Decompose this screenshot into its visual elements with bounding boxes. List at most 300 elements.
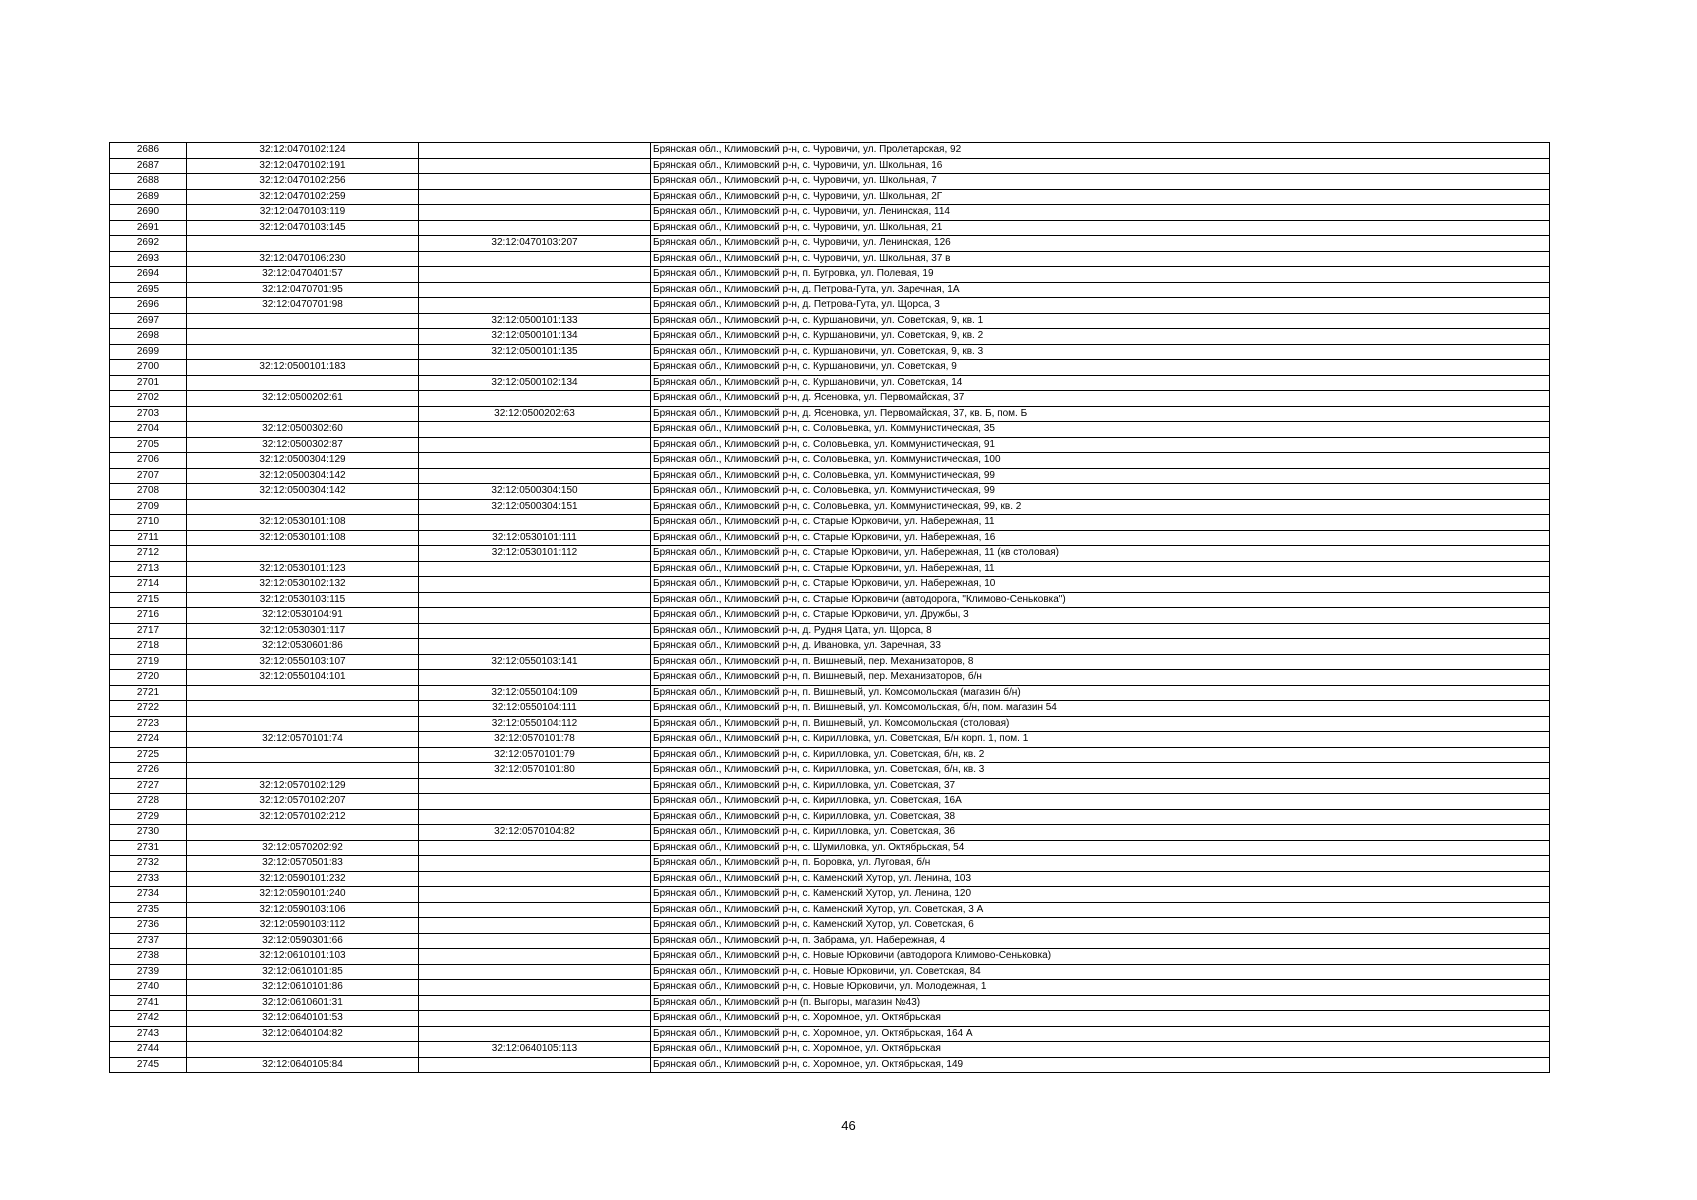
secondary-cadastral-cell (419, 220, 651, 236)
table-row (110, 825, 1550, 841)
secondary-cadastral-cell (419, 623, 651, 639)
address-cell: Брянская обл., Климовский р-н, с. Старые Юрковичи, ул. Набережная, 11 (651, 561, 1550, 577)
row-number-cell: 2732 (110, 856, 187, 872)
table-row (110, 856, 1550, 872)
row-number-cell: 2744 (110, 1042, 187, 1058)
row-number-cell: 2686 (110, 143, 187, 159)
table-row (110, 654, 1550, 670)
cadastral-number-cell: 32:12:0530601:86 (187, 639, 419, 655)
table-row (110, 1011, 1550, 1027)
row-number-cell: 2717 (110, 623, 187, 639)
address-cell: Брянская обл., Климовский р-н, с. Кирилловка, ул. Советская, б/н, кв. 2 (651, 747, 1550, 763)
table-row (110, 577, 1550, 593)
cadastral-number-cell (187, 747, 419, 763)
secondary-cadastral-cell: 32:12:0500102:134 (419, 375, 651, 391)
row-number-cell: 2740 (110, 980, 187, 996)
secondary-cadastral-cell (419, 670, 651, 686)
row-number-cell: 2692 (110, 236, 187, 252)
table-row (110, 375, 1550, 391)
property-table-body (110, 143, 1550, 1073)
cadastral-number-cell: 32:12:0550104:101 (187, 670, 419, 686)
table-row (110, 220, 1550, 236)
row-number-cell: 2718 (110, 639, 187, 655)
cadastral-number-cell: 32:12:0590103:112 (187, 918, 419, 934)
address-cell: Брянская обл., Климовский р-н, п. Забрама, ул. Набережная, 4 (651, 933, 1550, 949)
table-row (110, 716, 1550, 732)
row-number-cell: 2719 (110, 654, 187, 670)
cadastral-number-cell: 32:12:0470401:57 (187, 267, 419, 283)
cadastral-number-cell: 32:12:0530101:108 (187, 530, 419, 546)
row-number-cell: 2736 (110, 918, 187, 934)
row-number-cell: 2713 (110, 561, 187, 577)
address-cell: Брянская обл., Климовский р-н, с. Хоромное, ул. Октябрьская (651, 1042, 1550, 1058)
row-number-cell: 2703 (110, 406, 187, 422)
secondary-cadastral-cell (419, 840, 651, 856)
row-number-cell: 2724 (110, 732, 187, 748)
secondary-cadastral-cell: 32:12:0640105:113 (419, 1042, 651, 1058)
row-number-cell: 2689 (110, 189, 187, 205)
address-cell: Брянская обл., Климовский р-н, д. Ясеновка, ул. Первомайская, 37 (651, 391, 1550, 407)
address-cell: Брянская обл., Климовский р-н, с. Старые Юрковичи, ул. Набережная, 16 (651, 530, 1550, 546)
secondary-cadastral-cell (419, 437, 651, 453)
address-cell: Брянская обл., Климовский р-н, с. Новые Юрковичи, ул. Советская, 84 (651, 964, 1550, 980)
table-row (110, 1026, 1550, 1042)
row-number-cell: 2729 (110, 809, 187, 825)
secondary-cadastral-cell (419, 282, 651, 298)
table-row (110, 530, 1550, 546)
address-cell: Брянская обл., Климовский р-н, с. Куршановичи, ул. Советская, 9 (651, 360, 1550, 376)
cadastral-number-cell: 32:12:0590103:106 (187, 902, 419, 918)
table-row (110, 623, 1550, 639)
address-cell: Брянская обл., Климовский р-н, п. Бугровка, ул. Полевая, 19 (651, 267, 1550, 283)
address-cell: Брянская обл., Климовский р-н, с. Куршановичи, ул. Советская, 9, кв. 2 (651, 329, 1550, 345)
row-number-cell: 2731 (110, 840, 187, 856)
address-cell: Брянская обл., Климовский р-н, с. Кирилловка, ул. Советская, 16А (651, 794, 1550, 810)
row-number-cell: 2706 (110, 453, 187, 469)
cadastral-number-cell: 32:12:0590301:66 (187, 933, 419, 949)
table-row (110, 778, 1550, 794)
address-cell: Брянская обл., Климовский р-н, с. Соловьевка, ул. Коммунистическая, 100 (651, 453, 1550, 469)
row-number-cell: 2687 (110, 158, 187, 174)
row-number-cell: 2725 (110, 747, 187, 763)
table-row (110, 360, 1550, 376)
row-number-cell: 2691 (110, 220, 187, 236)
address-cell: Брянская обл., Климовский р-н, п. Вишневый, ул. Комсомольская (магазин б/н) (651, 685, 1550, 701)
address-cell: Брянская обл., Климовский р-н, с. Новые Юрковичи (автодорога Климово-Сеньковка) (651, 949, 1550, 965)
row-number-cell: 2699 (110, 344, 187, 360)
row-number-cell: 2690 (110, 205, 187, 221)
row-number-cell: 2697 (110, 313, 187, 329)
cadastral-number-cell (187, 329, 419, 345)
address-cell: Брянская обл., Климовский р-н, с. Соловьевка, ул. Коммунистическая, 35 (651, 422, 1550, 438)
table-row (110, 995, 1550, 1011)
cadastral-number-cell: 32:12:0570102:129 (187, 778, 419, 794)
row-number-cell: 2727 (110, 778, 187, 794)
cadastral-number-cell: 32:12:0470102:124 (187, 143, 419, 159)
cadastral-number-cell: 32:12:0570102:207 (187, 794, 419, 810)
cadastral-number-cell: 32:12:0470102:256 (187, 174, 419, 190)
table-row (110, 561, 1550, 577)
cadastral-number-cell: 32:12:0570202:92 (187, 840, 419, 856)
row-number-cell: 2721 (110, 685, 187, 701)
secondary-cadastral-cell (419, 391, 651, 407)
table-row (110, 282, 1550, 298)
secondary-cadastral-cell (419, 1011, 651, 1027)
table-row (110, 158, 1550, 174)
secondary-cadastral-cell (419, 964, 651, 980)
table-row (110, 468, 1550, 484)
cadastral-number-cell: 32:12:0500101:183 (187, 360, 419, 376)
address-cell: Брянская обл., Климовский р-н, с. Кирилловка, ул. Советская, 38 (651, 809, 1550, 825)
cadastral-number-cell (187, 344, 419, 360)
secondary-cadastral-cell: 32:12:0500101:134 (419, 329, 651, 345)
cadastral-number-cell: 32:12:0610101:86 (187, 980, 419, 996)
table-row (110, 980, 1550, 996)
table-row (110, 329, 1550, 345)
cadastral-number-cell (187, 499, 419, 515)
row-number-cell: 2688 (110, 174, 187, 190)
address-cell: Брянская обл., Климовский р-н, с. Чуровичи, ул. Ленинская, 126 (651, 236, 1550, 252)
row-number-cell: 2723 (110, 716, 187, 732)
address-cell: Брянская обл., Климовский р-н, д. Ясеновка, ул. Первомайская, 37, кв. Б, пом. Б (651, 406, 1550, 422)
cadastral-number-cell: 32:12:0570501:83 (187, 856, 419, 872)
table-row (110, 267, 1550, 283)
row-number-cell: 2712 (110, 546, 187, 562)
secondary-cadastral-cell: 32:12:0550104:112 (419, 716, 651, 732)
cadastral-number-cell: 32:12:0500304:142 (187, 468, 419, 484)
cadastral-number-cell (187, 1042, 419, 1058)
address-cell: Брянская обл., Климовский р-н, с. Кирилловка, ул. Советская, Б/н корп. 1, пом. 1 (651, 732, 1550, 748)
address-cell: Брянская обл., Климовский р-н, с. Соловьевка, ул. Коммунистическая, 99 (651, 484, 1550, 500)
secondary-cadastral-cell (419, 561, 651, 577)
cadastral-number-cell (187, 313, 419, 329)
table-row (110, 639, 1550, 655)
row-number-cell: 2730 (110, 825, 187, 841)
secondary-cadastral-cell (419, 1026, 651, 1042)
secondary-cadastral-cell (419, 515, 651, 531)
row-number-cell: 2693 (110, 251, 187, 267)
table-row (110, 453, 1550, 469)
cadastral-number-cell: 32:12:0500304:142 (187, 484, 419, 500)
address-cell: Брянская обл., Климовский р-н, д. Петрова-Гута, ул. Щорса, 3 (651, 298, 1550, 314)
row-number-cell: 2720 (110, 670, 187, 686)
row-number-cell: 2735 (110, 902, 187, 918)
cadastral-number-cell: 32:12:0590101:240 (187, 887, 419, 903)
row-number-cell: 2726 (110, 763, 187, 779)
table-row (110, 887, 1550, 903)
secondary-cadastral-cell (419, 592, 651, 608)
row-number-cell: 2742 (110, 1011, 187, 1027)
row-number-cell: 2698 (110, 329, 187, 345)
address-cell: Брянская обл., Климовский р-н, с. Чуровичи, ул. Школьная, 7 (651, 174, 1550, 190)
cadastral-number-cell (187, 236, 419, 252)
row-number-cell: 2694 (110, 267, 187, 283)
table-row (110, 313, 1550, 329)
row-number-cell: 2738 (110, 949, 187, 965)
row-number-cell: 2696 (110, 298, 187, 314)
address-cell: Брянская обл., Климовский р-н, с. Соловьевка, ул. Коммунистическая, 99, кв. 2 (651, 499, 1550, 515)
address-cell: Брянская обл., Климовский р-н, с. Старые Юрковичи, ул. Набережная, 10 (651, 577, 1550, 593)
secondary-cadastral-cell (419, 453, 651, 469)
cadastral-number-cell: 32:12:0500202:61 (187, 391, 419, 407)
row-number-cell: 2711 (110, 530, 187, 546)
row-number-cell: 2728 (110, 794, 187, 810)
address-cell: Брянская обл., Климовский р-н, д. Ивановка, ул. Заречная, 33 (651, 639, 1550, 655)
secondary-cadastral-cell (419, 577, 651, 593)
row-number-cell: 2702 (110, 391, 187, 407)
address-cell: Брянская обл., Климовский р-н, с. Кирилловка, ул. Советская, 36 (651, 825, 1550, 841)
secondary-cadastral-cell (419, 778, 651, 794)
cadastral-number-cell: 32:12:0530102:132 (187, 577, 419, 593)
address-cell: Брянская обл., Климовский р-н, с. Чуровичи, ул. Пролетарская, 92 (651, 143, 1550, 159)
row-number-cell: 2714 (110, 577, 187, 593)
table-row (110, 406, 1550, 422)
address-cell: Брянская обл., Климовский р-н, с. Куршановичи, ул. Советская, 9, кв. 1 (651, 313, 1550, 329)
address-cell: Брянская обл., Климовский р-н, п. Боровка, ул. Луговая, б/н (651, 856, 1550, 872)
address-cell: Брянская обл., Климовский р-н, с. Чуровичи, ул. Ленинская, 114 (651, 205, 1550, 221)
secondary-cadastral-cell: 32:12:0570104:82 (419, 825, 651, 841)
address-cell: Брянская обл., Климовский р-н, с. Новые Юрковичи, ул. Молодежная, 1 (651, 980, 1550, 996)
table-row (110, 840, 1550, 856)
secondary-cadastral-cell (419, 933, 651, 949)
secondary-cadastral-cell: 32:12:0500304:151 (419, 499, 651, 515)
table-row (110, 298, 1550, 314)
table-row (110, 794, 1550, 810)
secondary-cadastral-cell: 32:12:0530101:111 (419, 530, 651, 546)
cadastral-number-cell: 32:12:0550103:107 (187, 654, 419, 670)
table-row (110, 763, 1550, 779)
cadastral-number-cell (187, 406, 419, 422)
cadastral-number-cell: 32:12:0640105:84 (187, 1057, 419, 1073)
cadastral-number-cell: 32:12:0470701:98 (187, 298, 419, 314)
row-number-cell: 2705 (110, 437, 187, 453)
cadastral-number-cell: 32:12:0500302:87 (187, 437, 419, 453)
address-cell: Брянская обл., Климовский р-н, с. Хоромное, ул. Октябрьская (651, 1011, 1550, 1027)
address-cell: Брянская обл., Климовский р-н, п. Вишневый, пер. Механизаторов, б/н (651, 670, 1550, 686)
address-cell: Брянская обл., Климовский р-н, д. Петрова-Гута, ул. Заречная, 1А (651, 282, 1550, 298)
address-cell: Брянская обл., Климовский р-н, с. Хоромное, ул. Октябрьская, 164 А (651, 1026, 1550, 1042)
row-number-cell: 2733 (110, 871, 187, 887)
cadastral-number-cell: 32:12:0640104:82 (187, 1026, 419, 1042)
cadastral-number-cell (187, 546, 419, 562)
row-number-cell: 2708 (110, 484, 187, 500)
cadastral-number-cell: 32:12:0500302:60 (187, 422, 419, 438)
secondary-cadastral-cell: 32:12:0550104:111 (419, 701, 651, 717)
table-row (110, 143, 1550, 159)
secondary-cadastral-cell (419, 794, 651, 810)
cadastral-number-cell: 32:12:0530101:123 (187, 561, 419, 577)
cadastral-number-cell: 32:12:0570101:74 (187, 732, 419, 748)
cadastral-number-cell (187, 763, 419, 779)
cadastral-number-cell: 32:12:0530101:108 (187, 515, 419, 531)
row-number-cell: 2715 (110, 592, 187, 608)
address-cell: Брянская обл., Климовский р-н, с. Чуровичи, ул. Школьная, 37 в (651, 251, 1550, 267)
address-cell: Брянская обл., Климовский р-н, п. Вишневый, пер. Механизаторов, 8 (651, 654, 1550, 670)
secondary-cadastral-cell (419, 267, 651, 283)
row-number-cell: 2707 (110, 468, 187, 484)
secondary-cadastral-cell: 32:12:0570101:80 (419, 763, 651, 779)
address-cell: Брянская обл., Климовский р-н, с. Старые Юрковичи (автодорога, "Климово-Сеньковка") (651, 592, 1550, 608)
address-cell: Брянская обл., Климовский р-н, с. Старые Юрковичи, ул. Набережная, 11 (кв столовая) (651, 546, 1550, 562)
secondary-cadastral-cell (419, 422, 651, 438)
secondary-cadastral-cell: 32:12:0500101:133 (419, 313, 651, 329)
secondary-cadastral-cell: 32:12:0500202:63 (419, 406, 651, 422)
row-number-cell: 2745 (110, 1057, 187, 1073)
row-number-cell: 2704 (110, 422, 187, 438)
cadastral-number-cell: 32:12:0470102:259 (187, 189, 419, 205)
table-row (110, 499, 1550, 515)
cadastral-number-cell: 32:12:0470106:230 (187, 251, 419, 267)
cadastral-number-cell: 32:12:0530104:91 (187, 608, 419, 624)
address-cell: Брянская обл., Климовский р-н, с. Куршановичи, ул. Советская, 14 (651, 375, 1550, 391)
cadastral-number-cell (187, 701, 419, 717)
address-cell: Брянская обл., Климовский р-н, п. Вишневый, ул. Комсомольская, б/н, пом. магазин 54 (651, 701, 1550, 717)
address-cell: Брянская обл., Климовский р-н, с. Кирилловка, ул. Советская, б/н, кв. 3 (651, 763, 1550, 779)
secondary-cadastral-cell (419, 174, 651, 190)
cadastral-number-cell: 32:12:0610101:103 (187, 949, 419, 965)
secondary-cadastral-cell (419, 205, 651, 221)
cadastral-number-cell: 32:12:0610601:31 (187, 995, 419, 1011)
secondary-cadastral-cell: 32:12:0550103:141 (419, 654, 651, 670)
table-row (110, 949, 1550, 965)
table-row (110, 422, 1550, 438)
table-row (110, 871, 1550, 887)
address-cell: Брянская обл., Климовский р-н, с. Каменский Хутор, ул. Ленина, 120 (651, 887, 1550, 903)
table-row (110, 344, 1550, 360)
table-row (110, 732, 1550, 748)
row-number-cell: 2701 (110, 375, 187, 391)
table-row (110, 964, 1550, 980)
address-cell: Брянская обл., Климовский р-н, п. Вишневый, ул. Комсомольская (столовая) (651, 716, 1550, 732)
table-row (110, 236, 1550, 252)
row-number-cell: 2741 (110, 995, 187, 1011)
address-cell: Брянская обл., Климовский р-н, с. Куршановичи, ул. Советская, 9, кв. 3 (651, 344, 1550, 360)
address-cell: Брянская обл., Климовский р-н, с. Каменский Хутор, ул. Советская, 3 А (651, 902, 1550, 918)
secondary-cadastral-cell (419, 1057, 651, 1073)
cadastral-number-cell: 32:12:0530301:117 (187, 623, 419, 639)
address-cell: Брянская обл., Климовский р-н, с. Соловьевка, ул. Коммунистическая, 91 (651, 437, 1550, 453)
cadastral-number-cell (187, 716, 419, 732)
secondary-cadastral-cell: 32:12:0550104:109 (419, 685, 651, 701)
table-row (110, 484, 1550, 500)
cadastral-number-cell (187, 375, 419, 391)
page-number: 46 (841, 1118, 856, 1133)
address-cell: Брянская обл., Климовский р-н, д. Рудня Цата, ул. Щорса, 8 (651, 623, 1550, 639)
cadastral-number-cell: 32:12:0470103:119 (187, 205, 419, 221)
address-cell: Брянская обл., Климовский р-н, с. Каменский Хутор, ул. Ленина, 103 (651, 871, 1550, 887)
cadastral-number-cell (187, 825, 419, 841)
row-number-cell: 2722 (110, 701, 187, 717)
secondary-cadastral-cell (419, 980, 651, 996)
table-row (110, 902, 1550, 918)
secondary-cadastral-cell: 32:12:0500304:150 (419, 484, 651, 500)
address-cell: Брянская обл., Климовский р-н, с. Чуровичи, ул. Школьная, 21 (651, 220, 1550, 236)
table-row (110, 515, 1550, 531)
table-row (110, 747, 1550, 763)
secondary-cadastral-cell (419, 251, 651, 267)
property-table (109, 142, 1550, 1073)
secondary-cadastral-cell (419, 158, 651, 174)
secondary-cadastral-cell: 32:12:0470103:207 (419, 236, 651, 252)
secondary-cadastral-cell (419, 143, 651, 159)
secondary-cadastral-cell (419, 468, 651, 484)
table-row (110, 437, 1550, 453)
address-cell: Брянская обл., Климовский р-н, с. Кирилловка, ул. Советская, 37 (651, 778, 1550, 794)
table-row (110, 189, 1550, 205)
row-number-cell: 2710 (110, 515, 187, 531)
table-row (110, 205, 1550, 221)
address-cell: Брянская обл., Климовский р-н, с. Каменский Хутор, ул. Советская, 6 (651, 918, 1550, 934)
secondary-cadastral-cell (419, 902, 651, 918)
row-number-cell: 2695 (110, 282, 187, 298)
cadastral-number-cell: 32:12:0610101:85 (187, 964, 419, 980)
secondary-cadastral-cell (419, 298, 651, 314)
address-cell: Брянская обл., Климовский р-н, с. Хоромное, ул. Октябрьская, 149 (651, 1057, 1550, 1073)
row-number-cell: 2739 (110, 964, 187, 980)
secondary-cadastral-cell (419, 918, 651, 934)
cadastral-number-cell: 32:12:0500304:129 (187, 453, 419, 469)
table-row (110, 251, 1550, 267)
row-number-cell: 2700 (110, 360, 187, 376)
secondary-cadastral-cell: 32:12:0530101:112 (419, 546, 651, 562)
table-row (110, 918, 1550, 934)
row-number-cell: 2716 (110, 608, 187, 624)
secondary-cadastral-cell (419, 639, 651, 655)
table-row (110, 933, 1550, 949)
table-row (110, 546, 1550, 562)
secondary-cadastral-cell: 32:12:0500101:135 (419, 344, 651, 360)
address-cell: Брянская обл., Климовский р-н, с. Чуровичи, ул. Школьная, 2Г (651, 189, 1550, 205)
table-row (110, 1057, 1550, 1073)
address-cell: Брянская обл., Климовский р-н, с. Старые Юрковичи, ул. Дружбы, 3 (651, 608, 1550, 624)
table-row (110, 1042, 1550, 1058)
row-number-cell: 2743 (110, 1026, 187, 1042)
secondary-cadastral-cell: 32:12:0570101:79 (419, 747, 651, 763)
table-row (110, 809, 1550, 825)
cadastral-number-cell: 32:12:0470701:95 (187, 282, 419, 298)
secondary-cadastral-cell (419, 995, 651, 1011)
row-number-cell: 2734 (110, 887, 187, 903)
row-number-cell: 2709 (110, 499, 187, 515)
cadastral-number-cell: 32:12:0530103:115 (187, 592, 419, 608)
table-row (110, 608, 1550, 624)
cadastral-number-cell: 32:12:0470103:145 (187, 220, 419, 236)
address-cell: Брянская обл., Климовский р-н, с. Шумиловка, ул. Октябрьская, 54 (651, 840, 1550, 856)
table-row (110, 685, 1550, 701)
table-row (110, 174, 1550, 190)
secondary-cadastral-cell: 32:12:0570101:78 (419, 732, 651, 748)
secondary-cadastral-cell (419, 360, 651, 376)
cadastral-number-cell: 32:12:0640101:53 (187, 1011, 419, 1027)
secondary-cadastral-cell (419, 189, 651, 205)
table-row (110, 701, 1550, 717)
table-row (110, 592, 1550, 608)
table-row (110, 391, 1550, 407)
cadastral-number-cell: 32:12:0470102:191 (187, 158, 419, 174)
secondary-cadastral-cell (419, 608, 651, 624)
address-cell: Брянская обл., Климовский р-н, с. Чуровичи, ул. Школьная, 16 (651, 158, 1550, 174)
secondary-cadastral-cell (419, 871, 651, 887)
secondary-cadastral-cell (419, 809, 651, 825)
address-cell: Брянская обл., Климовский р-н, с. Старые Юрковичи, ул. Набережная, 11 (651, 515, 1550, 531)
address-cell: Брянская обл., Климовский р-н (п. Выгоры, магазин №43) (651, 995, 1550, 1011)
row-number-cell: 2737 (110, 933, 187, 949)
cadastral-number-cell: 32:12:0570102:212 (187, 809, 419, 825)
cadastral-number-cell: 32:12:0590101:232 (187, 871, 419, 887)
address-cell: Брянская обл., Климовский р-н, с. Соловьевка, ул. Коммунистическая, 99 (651, 468, 1550, 484)
secondary-cadastral-cell (419, 856, 651, 872)
secondary-cadastral-cell (419, 949, 651, 965)
